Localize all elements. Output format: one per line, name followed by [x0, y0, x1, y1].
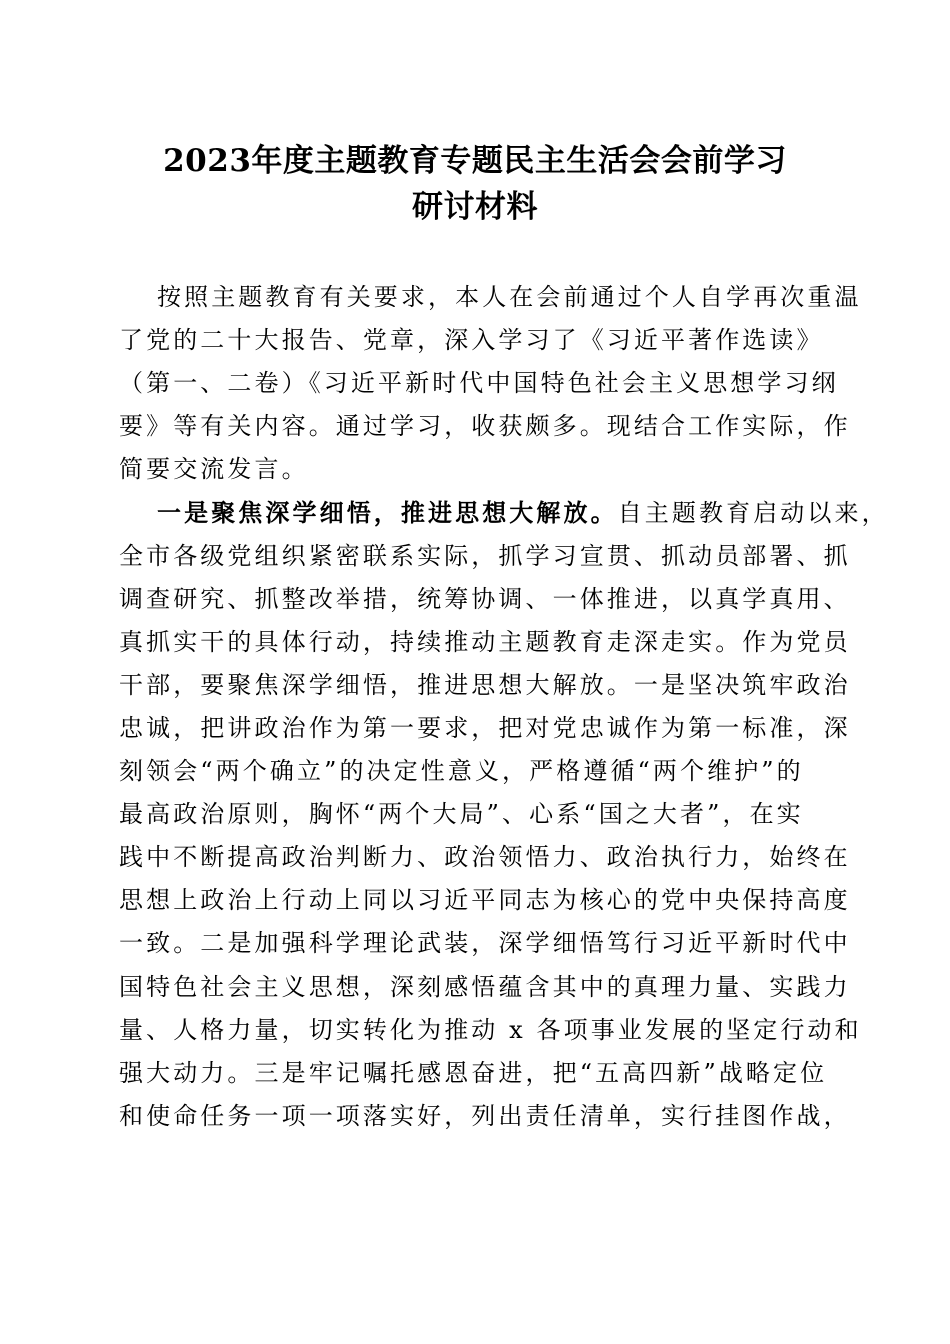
- paragraph-1-line: （第一、二卷）《习近平新时代中国特色社会主义思想学习纲: [119, 369, 839, 398]
- paragraph-2-line: 和使命任务一项一项落实好，列出责任清单，实行挂图作战，: [119, 1101, 851, 1130]
- paragraph-2-line: 量、人格力量，切实转化为推动 x 各项事业发展的坚定行动和: [119, 1015, 862, 1044]
- paragraph-2-line: 干部，要聚焦深学细悟，推进思想大解放。一是坚决筑牢政治: [119, 670, 851, 699]
- paragraph-1-line: 了党的二十大报告、党章，深入学习了《习近平著作选读》: [119, 326, 824, 355]
- title-line-2: 研讨材料: [412, 189, 538, 225]
- title-line-1: 2023年度主题教育专题民主生活会会前学习: [163, 143, 787, 179]
- paragraph-1-line: 要》等有关内容。通过学习，收获颇多。现结合工作实际，作: [119, 412, 851, 441]
- document-body: [119, 276, 889, 1138]
- paragraph-2-line: 思想上政治上行动上同以习近平同志为核心的党中央保持高度: [119, 886, 851, 915]
- paragraph-2-line: 调查研究、抓整改举措，统筹协调、一体推进，以真学真用、: [119, 584, 851, 613]
- paragraph-2-line: 一致。二是加强科学理论武装，深学细悟笃行习近平新时代中: [119, 929, 851, 958]
- paragraph-2-line: 真抓实干的具体行动，持续推动主题教育走深走实。作为党员: [119, 627, 851, 656]
- paragraph-1-line: 简要交流发言。: [119, 455, 309, 484]
- paragraph-2-line: 最高政治原则，胸怀“两个大局”、心系“国之大者”，在实: [119, 800, 804, 829]
- paragraph-2-first-line-rest: 自主题教育启动以来，: [617, 499, 889, 528]
- paragraph-2-line: 国特色社会主义思想，深刻感悟蕴含其中的真理力量、实践力: [119, 972, 851, 1001]
- paragraph-2-first-line: [119, 491, 889, 534]
- paragraph-2-heading: 一是聚焦深学细悟，推进思想大解放。: [157, 498, 618, 528]
- paragraph-2-line: 践中不断提高政治判断力、政治领悟力、政治执行力，始终在: [119, 843, 851, 872]
- document-title: [110, 138, 840, 230]
- paragraph-1-line: 按照主题教育有关要求，本人在会前通过个人自学再次重温: [157, 283, 862, 311]
- paragraph-2-line: 全市各级党组织紧密联系实际，抓学习宣贯、抓动员部署、抓: [119, 541, 851, 570]
- paragraph-2-line: 刻领会“两个确立”的决定性意义，严格遵循“两个维护”的: [119, 757, 804, 786]
- paragraph-2-line: 强大动力。三是牢记嘱托感恩奋进，把“五高四新”战略定位: [119, 1058, 828, 1087]
- paragraph-2-line: 忠诚，把讲政治作为第一要求，把对党忠诚作为第一标准，深: [119, 713, 851, 742]
